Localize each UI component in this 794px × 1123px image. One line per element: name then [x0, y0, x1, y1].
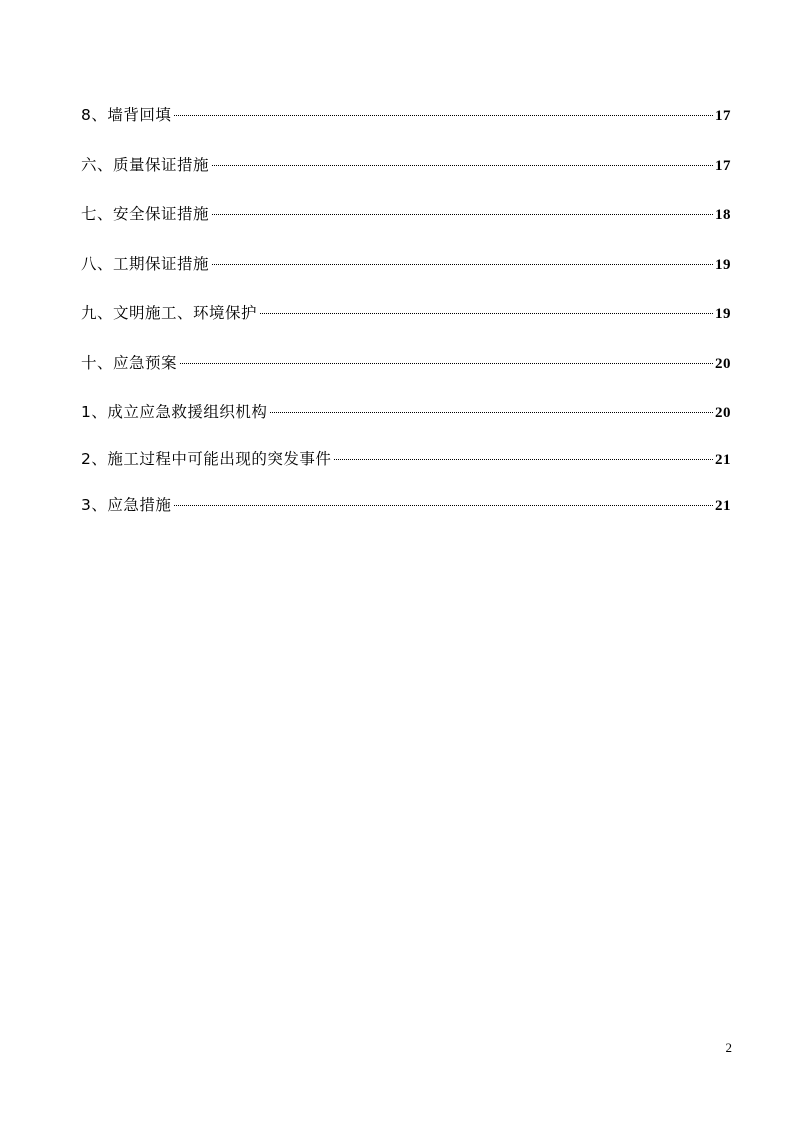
- toc-dot-leader: [334, 459, 713, 460]
- toc-entry-page: 21: [715, 451, 731, 468]
- toc-entry-page: 17: [715, 108, 731, 124]
- toc-entry-wall-backfill[interactable]: [81, 100, 731, 150]
- toc-entry-label: 十、应急预案: [81, 353, 178, 372]
- toc-entry-page: 18: [715, 207, 731, 223]
- toc-dot-leader: [270, 412, 713, 413]
- toc-entry-label: 1、成立应急救援组织机构: [81, 403, 268, 421]
- toc-entry-label: 8、墙背回填: [81, 106, 172, 124]
- toc-dot-leader: [212, 165, 713, 166]
- toc-dot-leader: [212, 264, 713, 265]
- toc-dot-leader: [260, 313, 713, 314]
- toc-entry-possible-emergencies[interactable]: [81, 444, 731, 491]
- toc-entry-page: 20: [715, 405, 731, 421]
- page-number: 2: [725, 1040, 732, 1055]
- toc-entry-label: 六、质量保证措施: [81, 155, 210, 174]
- toc-entry-quality-assurance[interactable]: [81, 150, 731, 200]
- toc-entry-emergency-plan[interactable]: [81, 348, 731, 398]
- toc-entry-emergency-measures[interactable]: [81, 490, 731, 540]
- toc-entry-page: 19: [715, 256, 731, 273]
- toc-dot-leader: [180, 363, 713, 364]
- toc-entry-label: 七、安全保证措施: [81, 205, 210, 223]
- table-of-contents: [81, 100, 731, 540]
- toc-entry-label: 八、工期保证措施: [81, 254, 210, 273]
- toc-entry-page: 20: [715, 355, 731, 372]
- toc-entry-civilized-construction[interactable]: [81, 298, 731, 348]
- toc-entry-label: 3、应急措施: [81, 496, 172, 514]
- toc-dot-leader: [174, 115, 713, 116]
- toc-dot-leader: [174, 505, 713, 506]
- toc-entry-page: 17: [715, 157, 731, 174]
- toc-entry-label: 九、文明施工、环境保护: [81, 304, 258, 322]
- toc-entry-page: 19: [715, 306, 731, 322]
- toc-entry-label: 2、施工过程中可能出现的突发事件: [81, 449, 332, 468]
- toc-entry-page: 21: [715, 498, 731, 514]
- toc-entry-schedule-assurance[interactable]: [81, 249, 731, 299]
- toc-entry-safety-assurance[interactable]: [81, 199, 731, 249]
- toc-dot-leader: [212, 214, 713, 215]
- toc-entry-rescue-organization[interactable]: [81, 397, 731, 444]
